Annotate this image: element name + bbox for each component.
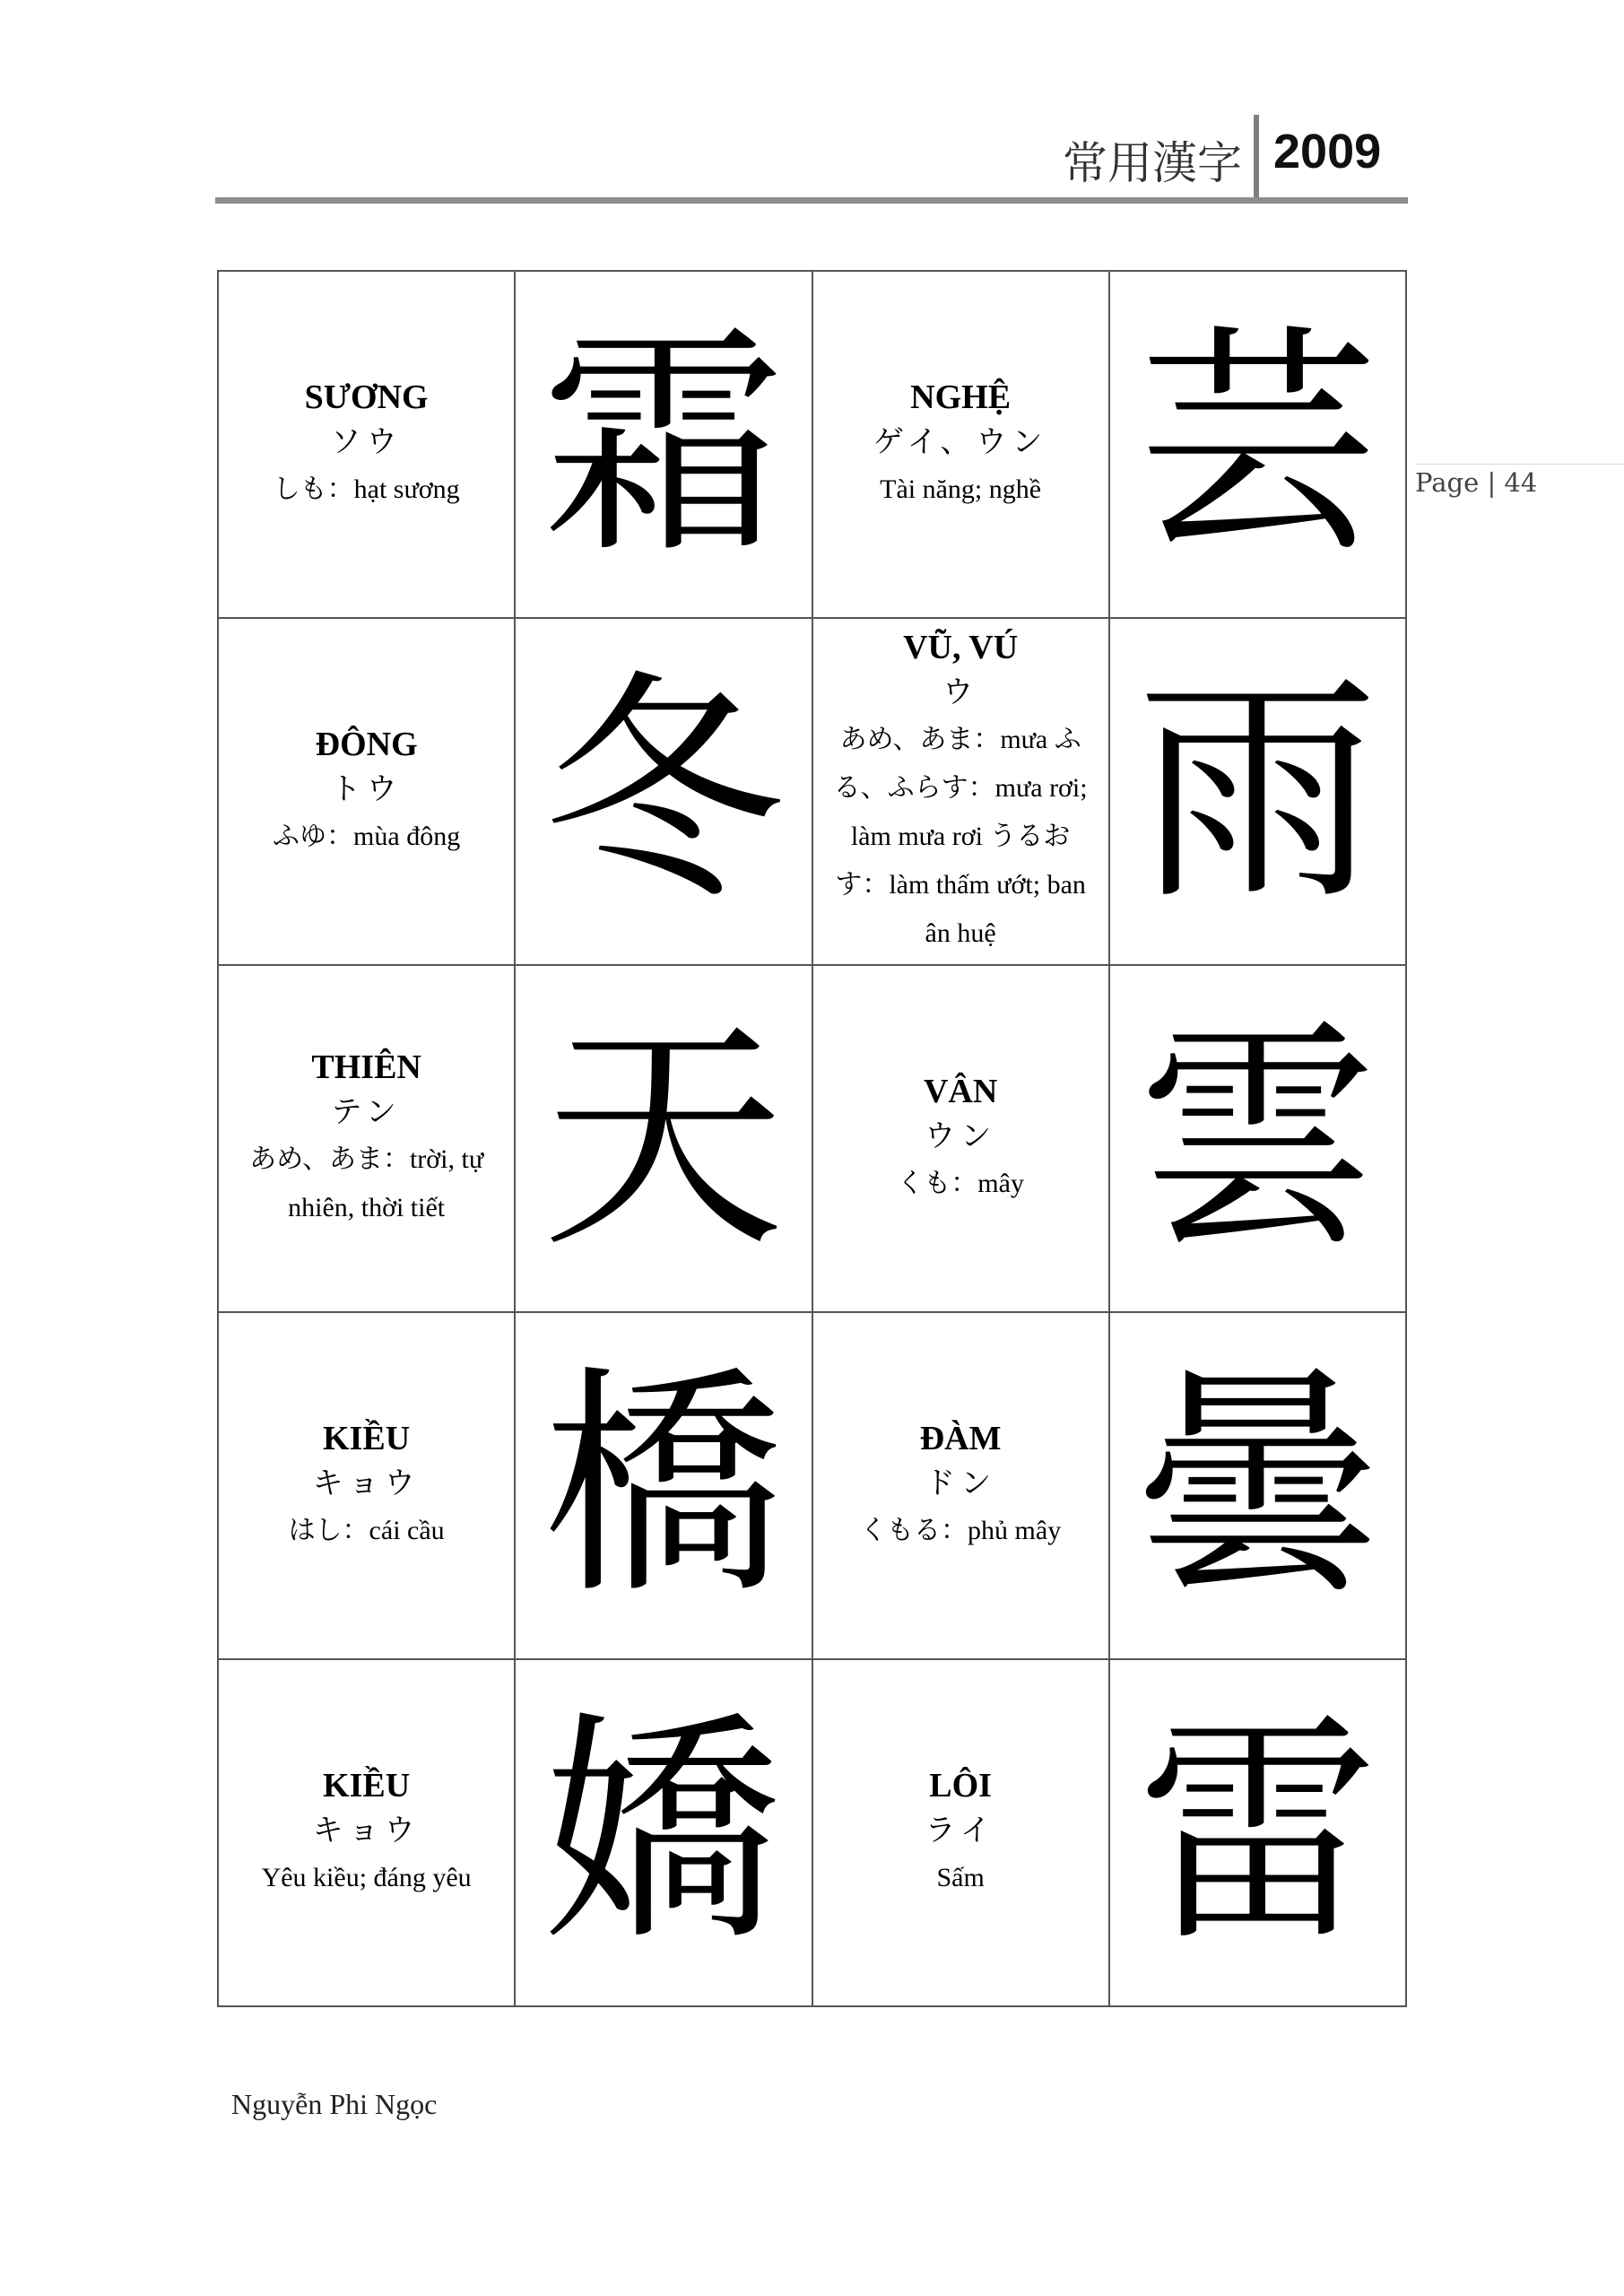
kun-reading-meaning: しも：hạt sương — [273, 474, 460, 504]
on-reading: ゲイ、ウン — [873, 423, 1048, 460]
kanji-character: 曇 — [1136, 1344, 1379, 1627]
sino-vietnamese-reading: SƯƠNG — [304, 378, 429, 416]
page-header — [215, 108, 1408, 202]
kanji-character: 橋 — [542, 1344, 785, 1627]
sino-vietnamese-reading: VŨ, VÚ — [903, 628, 1019, 666]
on-reading: テン — [331, 1093, 402, 1130]
kanji-character-cell — [515, 1312, 812, 1659]
on-reading: キョウ — [312, 1465, 421, 1501]
kun-reading-meaning: くも：mây — [897, 1168, 1024, 1198]
on-reading: ソウ — [330, 423, 403, 460]
kun-reading-meaning: はし：cái cầu — [288, 1515, 445, 1545]
on-reading: ドン — [925, 1465, 997, 1501]
header-title: 常用漢字 — [1063, 137, 1242, 189]
kanji-row — [218, 1659, 1406, 2006]
on-reading: ライ — [925, 1812, 996, 1848]
sino-vietnamese-reading: KIỀU — [323, 1766, 411, 1805]
kun-reading-meaning: あめ、あま：mưa ふる、ふらす：mưa rơi; làm mưa rơi うるおす：làm thấm ướt; ban ân huệ — [833, 724, 1088, 948]
kanji-character-cell — [515, 965, 812, 1312]
kanji-row — [218, 271, 1406, 618]
kanji-character: 芸 — [1136, 302, 1379, 586]
kanji-character-cell — [1109, 618, 1406, 965]
on-reading: トウ — [330, 770, 403, 807]
sino-vietnamese-reading: THIÊN — [311, 1048, 421, 1086]
kanji-character: 嬌 — [542, 1691, 785, 1974]
on-reading: ウ — [942, 674, 979, 710]
sino-vietnamese-reading: NGHỆ — [910, 378, 1012, 416]
sino-vietnamese-reading: VÂN — [923, 1072, 998, 1110]
kanji-character: 冬 — [542, 649, 785, 933]
kanji-character: 霜 — [542, 302, 785, 586]
on-reading: ウン — [925, 1118, 997, 1154]
kun-reading-meaning: くもる：phủ mây — [860, 1515, 1062, 1545]
kanji-info-cell — [812, 618, 1109, 965]
kanji-character-cell — [1109, 271, 1406, 618]
kanji-character-cell — [515, 1659, 812, 2006]
kanji-info-cell — [218, 965, 515, 1312]
sino-vietnamese-reading: ĐÀM — [919, 1419, 1002, 1457]
kanji-info-cell — [812, 1659, 1109, 2006]
sino-vietnamese-reading: LÔI — [929, 1766, 992, 1805]
kanji-info-cell — [218, 1312, 515, 1659]
kanji-row — [218, 965, 1406, 1312]
kanji-character: 雲 — [1136, 996, 1379, 1280]
kanji-character: 雨 — [1136, 649, 1379, 933]
kanji-info-cell — [812, 965, 1109, 1312]
kun-reading-meaning: あめ、あま：trời, tự nhiên, thời tiết — [249, 1144, 484, 1222]
page-number: Page | 44 — [1415, 464, 1624, 498]
kanji-character-cell — [1109, 1659, 1406, 2006]
kanji-character-cell — [1109, 965, 1406, 1312]
sino-vietnamese-reading: KIỀU — [323, 1419, 411, 1457]
kanji-character-cell — [515, 271, 812, 618]
kanji-info-cell — [218, 271, 515, 618]
kanji-row — [218, 618, 1406, 965]
author-footer: Nguyễn Phi Ngọc — [231, 2088, 438, 2120]
header-divider — [1254, 115, 1259, 197]
kanji-grid — [217, 270, 1407, 2007]
kanji-info-cell — [812, 271, 1109, 618]
kun-reading-meaning: Yêu kiều; đáng yêu — [261, 1862, 472, 1892]
kanji-character-cell — [1109, 1312, 1406, 1659]
on-reading: キョウ — [312, 1812, 421, 1848]
sino-vietnamese-reading: ĐÔNG — [315, 725, 418, 763]
kanji-character: 天 — [542, 996, 785, 1280]
kun-reading-meaning: ふゆ：mùa đông — [273, 821, 461, 851]
kanji-info-cell — [812, 1312, 1109, 1659]
header-year: 2009 — [1273, 125, 1382, 178]
kanji-character-cell — [515, 618, 812, 965]
kanji-row — [218, 1312, 1406, 1659]
kanji-info-cell — [218, 1659, 515, 2006]
kanji-character: 雷 — [1136, 1691, 1379, 1974]
kun-reading-meaning: Sấm — [936, 1862, 985, 1892]
header-rule — [215, 197, 1408, 204]
kun-reading-meaning: Tài năng; nghề — [880, 474, 1042, 504]
kanji-info-cell — [218, 618, 515, 965]
